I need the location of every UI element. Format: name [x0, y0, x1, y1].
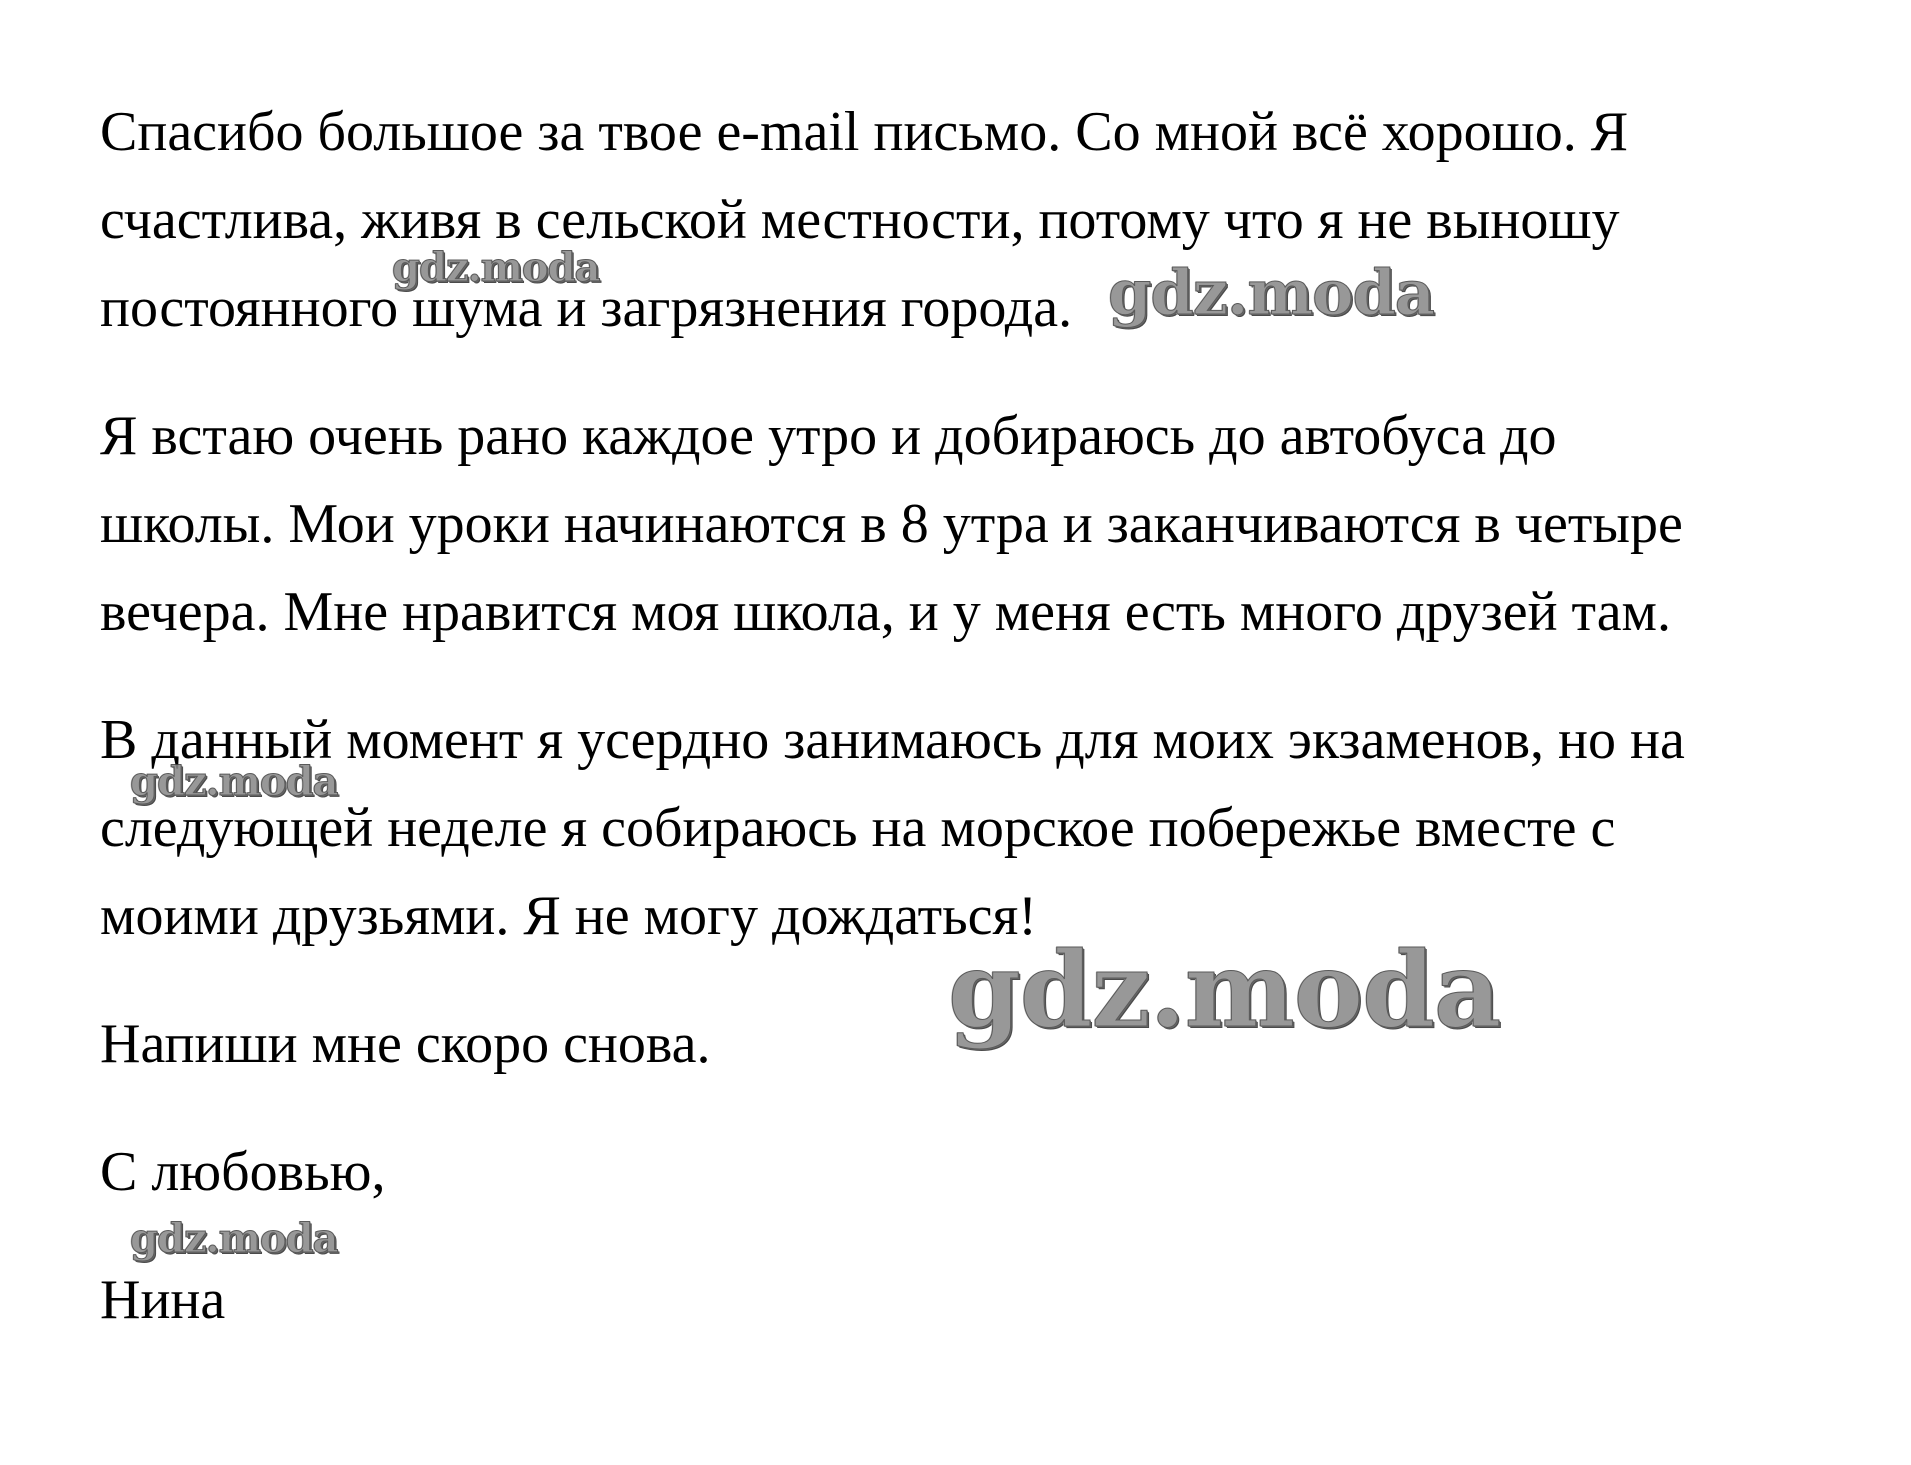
text-line: Спасибо большое за твое e-mail письмо. Со мной всё хорошо. Я: [100, 101, 1629, 163]
paragraph-spacer: [100, 656, 1800, 696]
watermark-logo: gdz.moda: [130, 1215, 338, 1262]
watermark-logo: gdz.moda: [1108, 256, 1434, 329]
paragraph-3: [100, 696, 1800, 960]
closing-request-text: Напиши мне скоро снова.: [100, 1013, 711, 1075]
sign-off-text: С любовью,: [100, 1141, 386, 1203]
text-line: моими друзьями. Я не могу дождаться!: [100, 885, 1037, 947]
text-line: Я встаю очень рано каждое утро и добираюсь до автобуса до: [100, 405, 1557, 467]
paragraph-1: [100, 88, 1800, 352]
text-line: В данный момент я усердно занимаюсь для моих экзаменов, но на: [100, 709, 1685, 771]
paragraph-spacer: [100, 1088, 1800, 1128]
text-line: постоянного шума и загрязнения города.: [100, 277, 1073, 339]
sign-off: [100, 1128, 1800, 1216]
text-line: счастлива, живя в сельской местности, потому что я не выношу: [100, 189, 1620, 251]
text-line: следующей неделе я собираюсь на морское побережье вместе с: [100, 797, 1616, 859]
paragraph-2: [100, 392, 1800, 656]
watermark-logo: gdz.moda: [392, 244, 600, 291]
letter-body: [100, 88, 1800, 1344]
paragraph-spacer: [100, 1216, 1800, 1256]
paragraph-spacer: [100, 352, 1800, 392]
watermark-logo: gdz.moda: [130, 758, 338, 805]
text-line: школы. Мои уроки начинаются в 8 утра и заканчиваются в четыре: [100, 493, 1683, 555]
text-line: вечера. Мне нравится моя школа, и у меня есть много друзей там.: [100, 581, 1671, 643]
signature-name: Нина: [100, 1269, 226, 1331]
signature: [100, 1256, 1800, 1344]
watermark-logo: gdz.moda: [948, 928, 1501, 1051]
